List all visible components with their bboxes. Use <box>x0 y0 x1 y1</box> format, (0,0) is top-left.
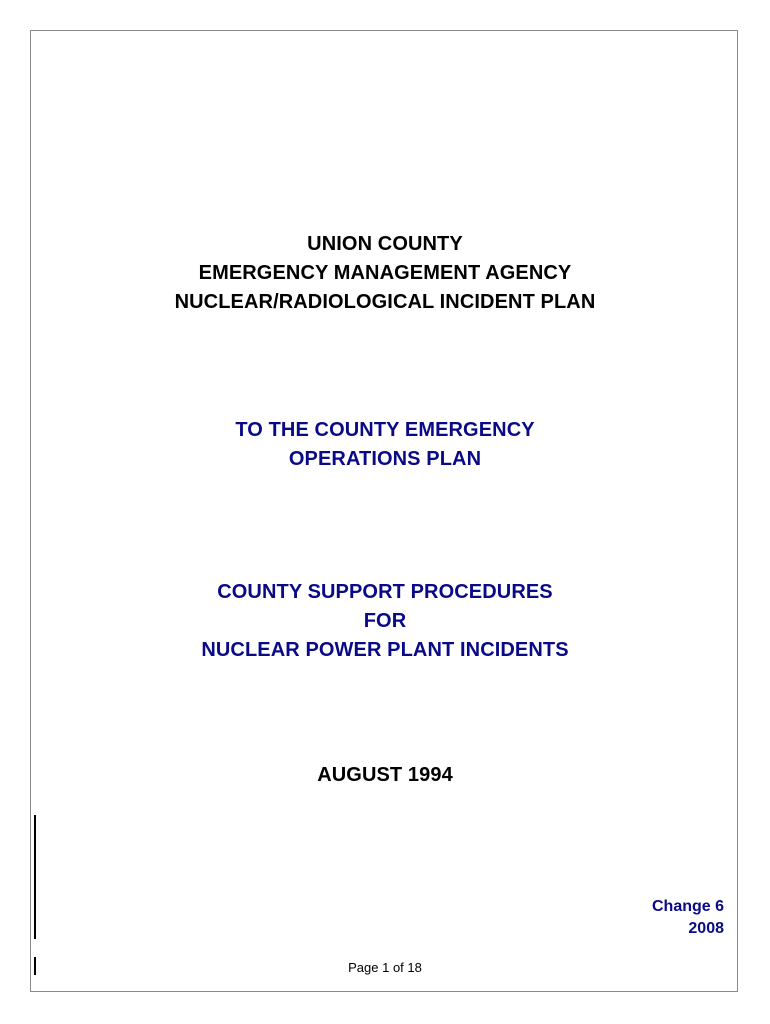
procedures-heading <box>31 578 739 665</box>
procedures-line-2: FOR <box>363 610 407 632</box>
title-line-agency: EMERGENCY MANAGEMENT AGENCY <box>198 262 572 284</box>
page-number-footer: Page 1 of 18 <box>348 960 422 975</box>
title-line-plan: NUCLEAR/RADIOLOGICAL INCIDENT PLAN <box>174 291 596 313</box>
plan-date <box>31 761 739 790</box>
subtitle-line-1: TO THE COUNTY EMERGENCY <box>235 419 535 441</box>
plan-subtitle <box>31 416 739 474</box>
change-year: 2008 <box>688 920 724 937</box>
title-line-county: UNION COUNTY <box>307 233 463 255</box>
change-notice <box>652 896 724 940</box>
procedures-line-3: NUCLEAR POWER PLANT INCIDENTS <box>201 639 569 661</box>
revision-bar <box>34 957 36 975</box>
procedures-line-1: COUNTY SUPPORT PROCEDURES <box>217 581 553 603</box>
date-text: AUGUST 1994 <box>317 764 453 786</box>
document-page <box>30 30 738 992</box>
subtitle-line-2: OPERATIONS PLAN <box>288 448 482 470</box>
change-label: Change 6 <box>651 898 724 915</box>
plan-title <box>31 230 739 317</box>
revision-bar <box>34 815 36 939</box>
